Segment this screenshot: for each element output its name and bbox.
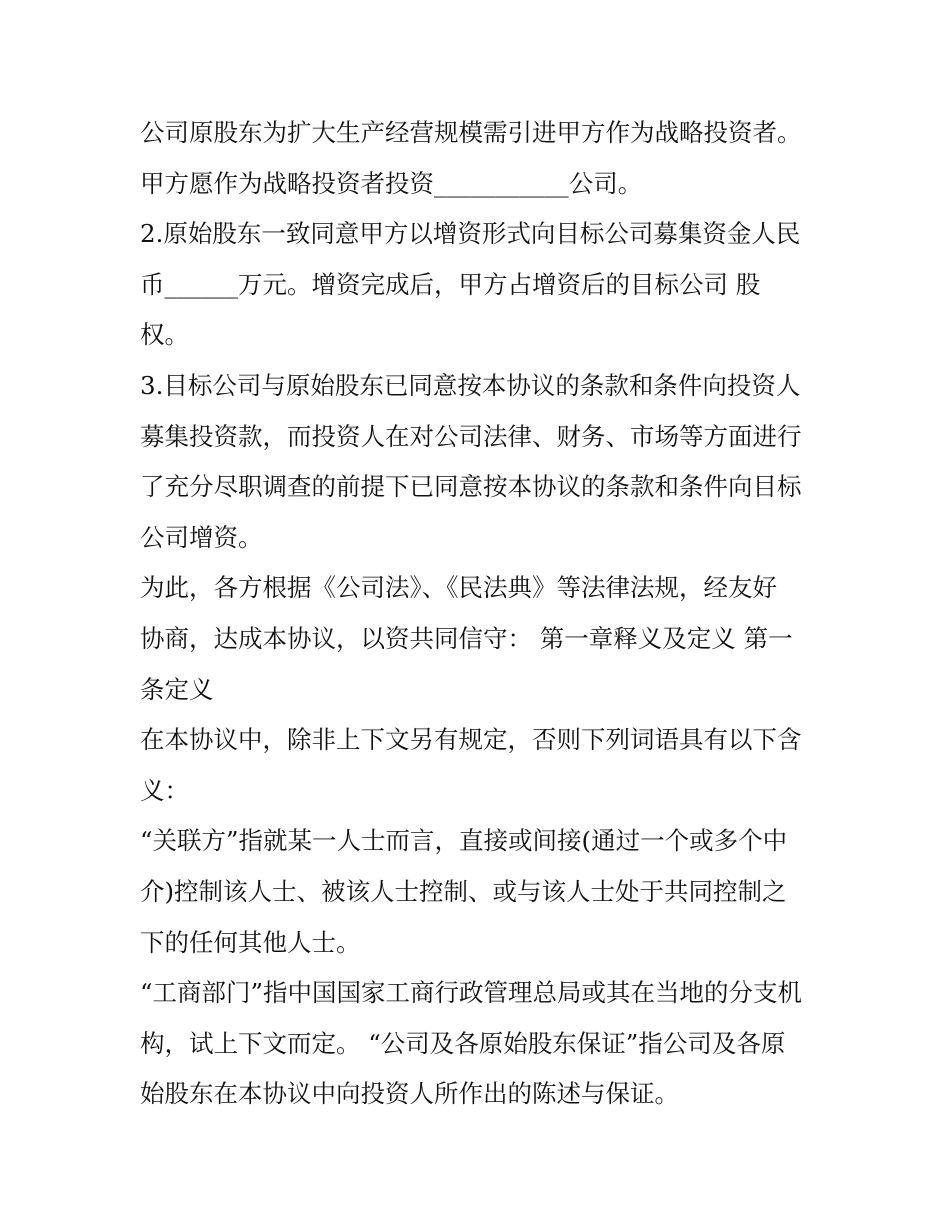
text-line: 权。 <box>140 320 189 350</box>
definition-line: “关联方”指就某一人士而言，直接或间接(通过一个或多个中 <box>140 826 788 856</box>
agreement-text <box>140 108 840 1120</box>
text-line: 构，试上下文而定。 “公司及各原始股东保证”指公司及各原 <box>140 1028 786 1058</box>
text-line: 协商，达成本协议，以资共同信守： 第一章释义及定义 第一 <box>140 623 793 653</box>
clause-2-line: 2.原始股东一致同意甲方以增资形式向目标公司募集资金人民 <box>140 219 801 249</box>
text-line: 募集投资款，而投资人在对公司法律、财务、市场等方面进行 <box>140 421 802 451</box>
text-line: 了充分尽职调查的前提下已同意按本协议的条款和条件向目标 <box>140 472 802 502</box>
text-line: 义： <box>140 775 189 805</box>
clause-3-line: 3.目标公司与原始股东已同意按本协议的条款和条件向投资人 <box>140 370 801 400</box>
text-line: 介)控制该人士、被该人士控制、或与该人士处于共同控制之 <box>140 876 787 906</box>
text-line: 始股东在本协议中向投资人所作出的陈述与保证。 <box>140 1079 679 1109</box>
text-line: 币______万元。增资完成后，甲方占增资后的目标公司 股 <box>140 269 761 299</box>
definition-line: “工商部门”指中国国家工商行政管理总局或其在当地的分支机 <box>140 978 803 1008</box>
text-line: 下的任何其他人士。 <box>140 927 361 957</box>
text-line: 甲方愿作为战略投资者投资___________公司。 <box>140 168 643 198</box>
section-heading-line: 条定义 <box>140 674 214 704</box>
text-line: 公司原股东为扩大生产经营规模需引进甲方作为战略投资者。 <box>140 118 802 147</box>
text-line: 在本协议中，除非上下文另有规定，否则下列词语具有以下含 <box>140 725 802 755</box>
text-line: 公司增资。 <box>140 522 263 552</box>
text-line: 为此，各方根据《公司法》、《民法典》等法律法规，经友好 <box>140 573 777 603</box>
